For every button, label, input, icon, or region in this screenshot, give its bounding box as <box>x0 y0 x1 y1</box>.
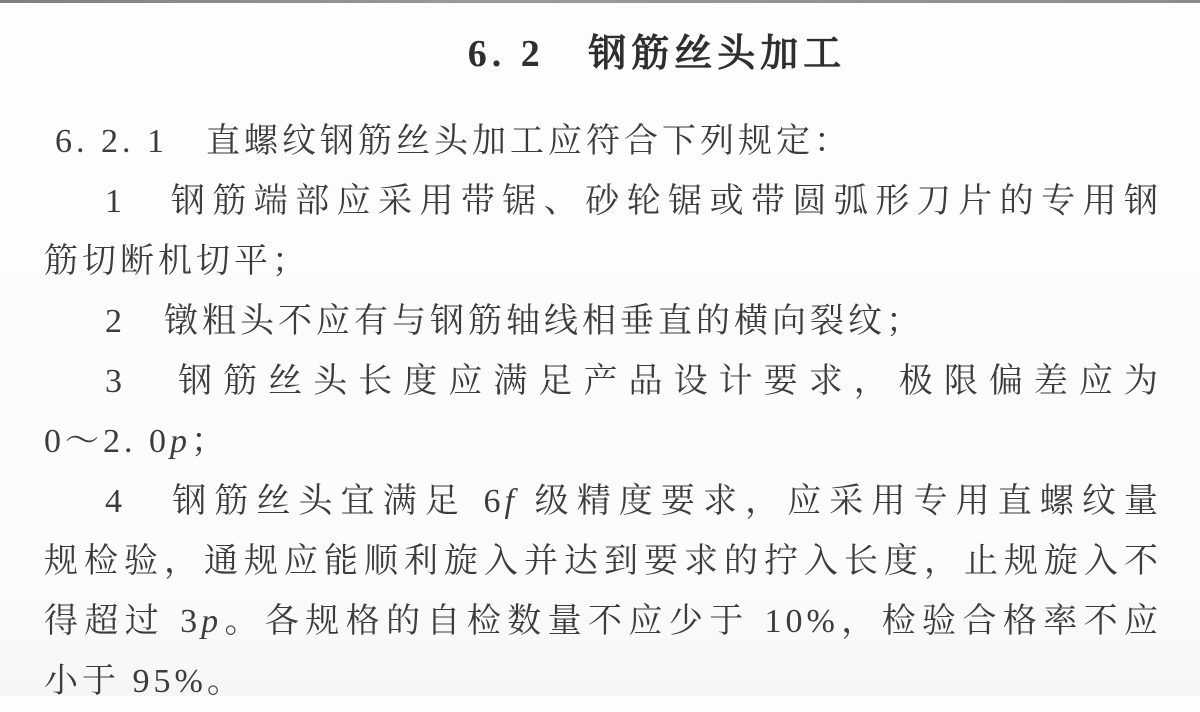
text-segment: 6. 2. 1 直螺纹钢筋丝头加工应符合下列规定： <box>55 123 852 160</box>
text-segment: ； <box>191 423 229 460</box>
text-segment: 0～2. 0 <box>44 423 170 460</box>
text-line <box>42 232 1162 292</box>
text-segment: 级精度要求，应采用专用直螺纹量 <box>517 483 1163 520</box>
text-segment: 2 镦粗头不应有与钢筋轴线相垂直的横向裂纹； <box>105 303 924 340</box>
text-segment: 规检验，通规应能顺利旋入并达到要求的拧入长度，止规旋入不 <box>44 543 1162 580</box>
text-segment: 。各规格的自检数量不应少于 10%，检验合格率不应 <box>222 603 1163 640</box>
text-segment: 小于 95%。 <box>44 663 245 700</box>
scan-top-edge <box>0 0 1200 3</box>
text-line <box>42 352 1162 412</box>
text-segment: 4 钢筋丝头宜满足 6 <box>105 483 505 520</box>
text-segment: 1 钢筋端部应采用带锯、砂轮锯或带圆弧形刀片的专用钢 <box>105 183 1162 220</box>
text-segment: 3 钢筋丝头长度应满足产品设计要求，极限偏差应为 <box>105 363 1162 400</box>
text-line <box>42 652 1162 712</box>
text-line <box>42 172 1162 232</box>
text-line <box>42 292 1162 352</box>
section-heading: 6. 2 钢筋丝头加工 <box>467 33 847 75</box>
text-line <box>42 472 1162 532</box>
document-lines <box>42 112 1162 712</box>
text-line <box>42 592 1162 652</box>
text-line <box>42 112 1162 172</box>
text-line <box>42 532 1162 592</box>
text-segment: p <box>201 603 223 640</box>
text-segment: 得超过 3 <box>44 603 202 640</box>
text-line <box>42 412 1162 472</box>
text-segment: f <box>504 483 518 520</box>
text-segment: p <box>170 423 191 460</box>
text-segment: 筋切断机切平； <box>44 243 310 280</box>
